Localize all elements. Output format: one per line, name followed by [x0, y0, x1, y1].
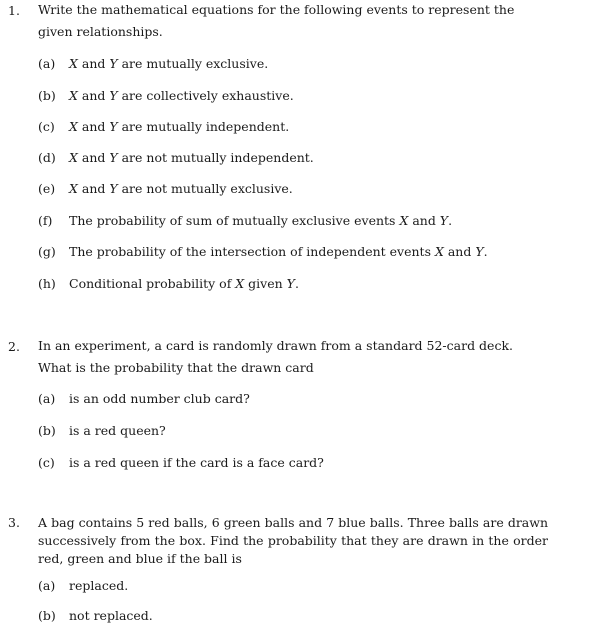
part-label: (b) — [38, 423, 56, 438]
question-1-number: 1. — [8, 3, 20, 18]
q3-part-b: (b) not replaced. — [38, 608, 153, 623]
q1-part-d: (d) X and Y are not mutually independent. — [38, 150, 314, 165]
part-label: (a) — [38, 578, 56, 593]
q1-part-a: (a) X and Y are mutually exclusive. — [38, 56, 269, 71]
part-label: (b) — [38, 88, 56, 103]
part-label: (c) — [38, 455, 55, 470]
question-2-number: 2. — [8, 339, 20, 354]
q1-part-b: (b) X and Y are collectively exhaustive. — [38, 88, 294, 103]
part-label: (a) — [38, 391, 56, 406]
question-1-text: Write the mathematical equations for the following events to represent the given relationships. — [38, 2, 515, 39]
part-label: (c) — [38, 119, 55, 134]
part-label: (f) — [38, 213, 53, 228]
q1-part-e: (e) X and Y are not mutually exclusive. — [38, 181, 293, 196]
q1-part-f: (f) The probability of sum of mutually exclusive events X and Y. — [38, 213, 453, 228]
q2-part-a: (a) is an odd number club card? — [38, 391, 250, 406]
question-3-text: A bag contains 5 red balls, 6 green balls and 7 blue balls. Three balls are drawn successively from the box. Find the probability that they are drawn in the order red, green and blue if the ball is — [38, 515, 548, 566]
part-label: (b) — [38, 608, 56, 623]
q2-part-b: (b) is a red queen? — [38, 423, 166, 438]
question-2-text: In an experiment, a card is randomly drawn from a standard 52-card deck. What is the probability that the drawn card — [38, 338, 513, 375]
q1-part-c: (c) X and Y are mutually independent. — [38, 119, 290, 134]
part-label: (h) — [38, 276, 56, 291]
q2-part-c: (c) is a red queen if the card is a face card? — [38, 455, 324, 470]
part-label: (e) — [38, 181, 56, 196]
q1-part-g: (g) The probability of the intersection of independent events X and Y. — [38, 244, 488, 259]
part-label: (a) — [38, 56, 56, 71]
part-label: (g) — [38, 244, 56, 259]
question-3-number: 3. — [8, 515, 20, 530]
part-label: (d) — [38, 150, 56, 165]
q3-part-a: (a) replaced. — [38, 578, 129, 593]
q1-part-h: (h) Conditional probability of X given Y. — [38, 276, 299, 291]
